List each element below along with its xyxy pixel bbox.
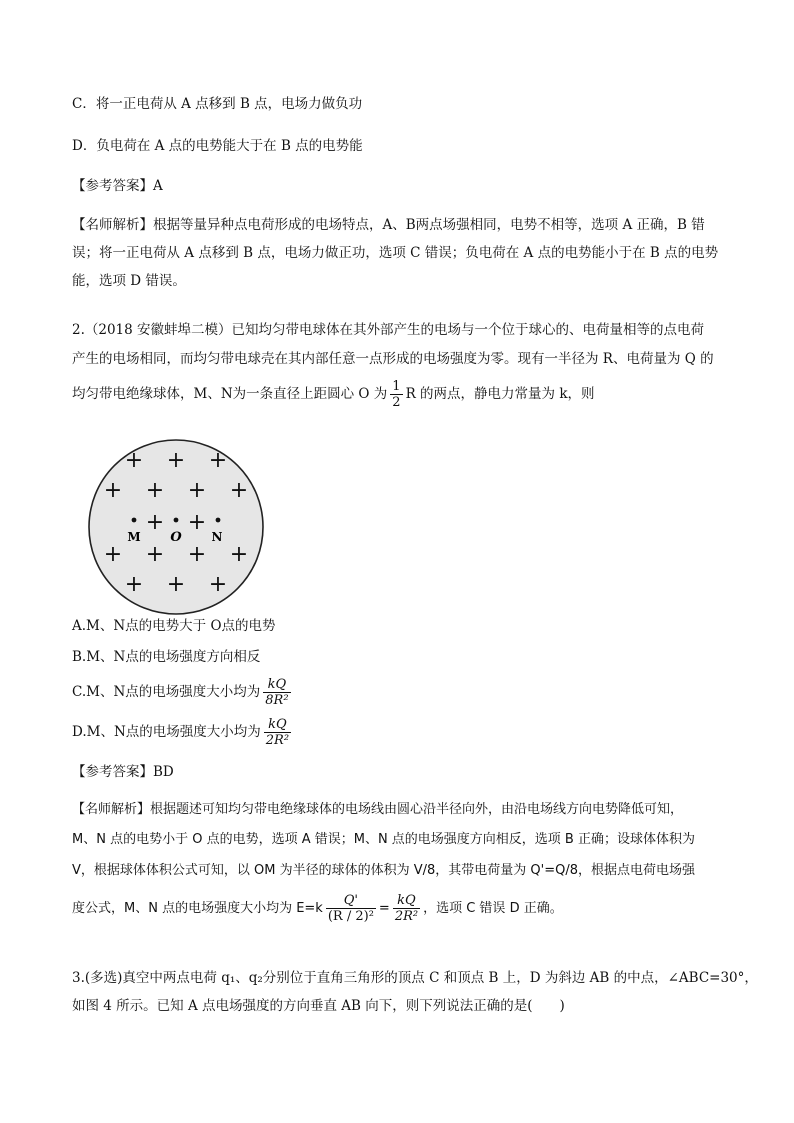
stem-line: 2.（2018 安徽蚌埠二模）已知均匀带电球体在其外部产生的电场与一个位于球心的、电荷量相等的点电荷	[72, 322, 705, 338]
option-a: A.M、N点的电势大于 O点的电势	[72, 618, 276, 634]
analysis-line: V，根据球体体积公式可知，以 OM 为半径的球体的体积为 V/8，其带电荷量为 Q'=Q/8，根据点电荷电场强	[72, 863, 695, 878]
plus-charge-icon: +	[166, 448, 186, 473]
option-d: D．负电荷在 A 点的电势能大于在 B 点的电势能	[72, 138, 363, 154]
reference-answer: 【参考答案】BD	[72, 764, 174, 780]
analysis-line: 【名师解析】根据题述可知均匀带电绝缘球体的电场线由圆心沿半径向外，由沿电场线方向电势降低可知，	[72, 802, 684, 817]
plus-charge-icon: +	[229, 478, 249, 503]
plus-charge-icon: +	[229, 542, 249, 567]
plus-charge-icon: +	[145, 510, 165, 535]
plus-charge-icon: +	[103, 478, 123, 503]
fraction-q-prime: $\frac{Q'}{\text{(R / 2)²}}$	[327, 893, 374, 924]
charged-sphere-figure	[86, 437, 266, 617]
option-c: C.M、N点的电场强度大小均为 $\frac{kQ}{\text{8R²}}$	[72, 677, 289, 708]
stem-line: 均匀带电绝缘球体，M、N为一条直径上距圆心 O 为 $\frac{1}{2}$ R 的两点，静电力常量为 k，则	[72, 379, 595, 410]
option-c: C．将一正电荷从 A 点移到 B 点，电场力做负功	[72, 96, 363, 112]
label-o: O	[170, 530, 182, 545]
plus-charge-icon: +	[145, 542, 165, 567]
analysis-line: 误；将一正电荷从 A 点移到 B 点，电场力做正功，选项 C 错误；负电荷在 A 点的电势能小于在 B 点的电势	[72, 245, 719, 261]
label-m: M	[127, 530, 141, 544]
stem-line: 产生的电场相同，而均匀带电球壳在其内部任意一点形成的电场强度为零。现有一半径为 R、电荷量为 Q 的	[72, 351, 714, 367]
analysis-line: M、N 点的电势小于 O 点的电势，选项 A 错误；M、N 点的电场强度方向相反，选项 B 正确；设球体体积为	[72, 832, 695, 847]
plus-charge-icon: +	[208, 448, 228, 473]
option-b: B.M、N点的电场强度方向相反	[72, 649, 261, 665]
plus-charge-icon: +	[187, 542, 207, 567]
plus-charge-icon: +	[187, 478, 207, 503]
stem-line: 如图 4 所示。已知 A 点电场强度的方向垂直 AB 向下，则下列说法正确的是( )	[72, 998, 565, 1014]
plus-charge-icon: +	[187, 510, 207, 535]
option-d: D.M、N点的电场强度大小均为 $\frac{kQ}{\text{2R²}}$	[72, 717, 290, 748]
label-n: N	[211, 530, 223, 544]
analysis-line: 【名师解析】根据等量异种点电荷形成的电场特点，A、B两点场强相同，电势不相等，选项 A 正确，B 错	[72, 217, 705, 233]
analysis-line: 能，选项 D 错误。	[72, 273, 186, 289]
plus-charge-icon: +	[124, 448, 144, 473]
plus-charge-icon: +	[166, 572, 186, 597]
plus-charge-icon: +	[145, 478, 165, 503]
plus-charge-icon: +	[124, 572, 144, 597]
plus-charge-icon: +	[103, 542, 123, 567]
fraction-kq-2r2: $\frac{kQ}{\text{2R²}}$	[394, 893, 419, 924]
analysis-line: 度公式，M、N 点的电场强度大小均为 E=k $\frac{Q'}{\text{(R / 2)²}}$ = $\frac{kQ}{\text{2R²}}$ ，选项 C 错误 D 正确。	[72, 893, 563, 924]
fraction-kq-8r2: $\frac{kQ}{\text{8R²}}$	[265, 677, 289, 708]
fraction-kq-2r2: $\frac{kQ}{\text{2R²}}$	[265, 717, 290, 748]
plus-charge-icon: +	[208, 572, 228, 597]
reference-answer: 【参考答案】A	[72, 178, 163, 194]
stem-line: 3.(多选)真空中两点电荷 q₁、q₂分别位于直角三角形的顶点 C 和顶点 B 上，D 为斜边 AB 的中点，∠ABC=30°，	[72, 970, 758, 986]
fraction-one-half: $\frac{1}{2}$	[392, 379, 401, 410]
